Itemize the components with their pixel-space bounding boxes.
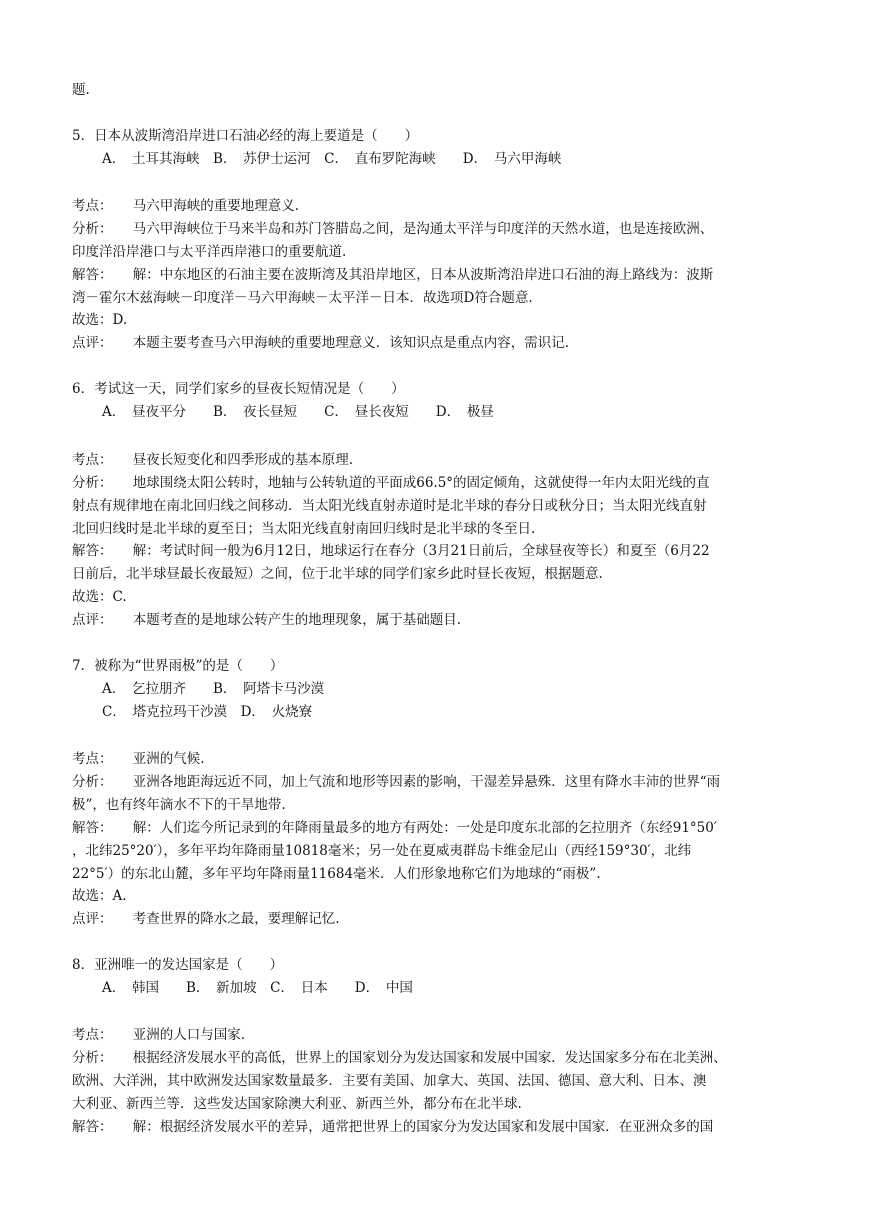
- answer: 解答： 解：中东地区的石油主要在波斯湾及其沿岸地区，日本从波斯湾沿岸进口石油的海上路线为：波斯: [72, 267, 714, 283]
- answer: 日前后，北半球昼最长夜最短）之间，位于北半球的同学们家乡此时昼长夜短，根据题意.: [72, 566, 603, 582]
- question-8: 8．亚洲唯一的发达国家是（ ）: [72, 957, 284, 973]
- analysis: 分析： 根据经济发展水平的高低，世界上的国家划分为发达国家和发展中国家．发达国家多分布在北美洲、: [72, 1050, 727, 1066]
- answer: 解答： 解：考试时间一般为6月12日，地球运行在春分（3月21日前后，全球昼夜等长）和夏至（6月22: [72, 543, 710, 559]
- comment: 点评： 考查世界的降水之最，要理解记忆.: [72, 911, 340, 927]
- question-5: 5．日本从波斯湾沿岸进口石油必经的海上要道是（ ）: [72, 128, 419, 144]
- comment: 点评： 本题主要考查马六甲海峡的重要地理意义．该知识点是重点内容，需识记.: [72, 335, 570, 351]
- choice: 故选：A.: [72, 888, 127, 904]
- choice: 故选：D.: [72, 312, 128, 328]
- analysis: 北回归线时是北半球的夏至日；当太阳光线直射南回归线时是北半球的冬至日.: [72, 521, 536, 537]
- analysis: 分析： 地球围绕太阳公转时，地轴与公转轨道的平面成66.5°的固定倾角，这就使得一年内太阳光线的直: [72, 475, 710, 491]
- choice: 故选：C.: [72, 589, 127, 605]
- answer: 解答： 解：根据经济发展水平的差异，通常把世界上的国家分为发达国家和发展中国家．在亚洲众多的国: [72, 1119, 714, 1135]
- kaodian-label: 考点： 亚洲的气候.: [72, 751, 205, 767]
- question-5-options: A． 土耳其海峡 B． 苏伊士运河 C． 直布罗陀海峡 D． 马六甲海峡: [102, 151, 562, 167]
- analysis: 分析： 马六甲海峡位于马来半岛和苏门答腊岛之间，是沟通太平洋与印度洋的天然水道，也是连接欧洲、: [72, 221, 714, 237]
- question-7: 7．被称为“世界雨极”的是（ ）: [72, 658, 284, 674]
- answer: ，北纬25°20′），多年平均年降雨量10818毫米；另一处在夏威夷群岛卡维金尼山（西经159°30′，北纬: [72, 843, 692, 859]
- analysis: 极”，也有终年滴水不下的干旱地带.: [72, 797, 286, 813]
- analysis: 射点有规律地在南北回归线之间移动．当太阳光线直射赤道时是北半球的春分日或秋分日；当太阳光线直射: [72, 498, 707, 514]
- comment: 点评： 本题考查的是地球公转产生的地理现象，属于基础题目.: [72, 612, 462, 628]
- analysis: 印度洋沿岸港口与太平洋西岸港口的重要航道.: [72, 244, 347, 260]
- question-7-options: C． 塔克拉玛干沙漠 D． 火烧寮: [102, 704, 313, 720]
- analysis: 欧洲、大洋洲，其中欧洲发达国家数量最多．主要有美国、加拿大、英国、法国、德国、意大利、日本、澳: [72, 1073, 707, 1089]
- analysis: 大利亚、新西兰等．这些发达国家除澳大利亚、新西兰外，都分布在北半球.: [72, 1096, 522, 1112]
- kaodian-label: 考点： 马六甲海峡的重要地理意义.: [72, 198, 300, 214]
- question-7-options: A． 乞拉朋齐 B． 阿塔卡马沙漠: [102, 681, 325, 697]
- question-8-options: A． 韩国 B． 新加坡 C． 日本 D． 中国: [102, 980, 413, 996]
- question-6-options: A． 昼夜平分 B． 夜长昼短 C． 昼长夜短 D． 极昼: [102, 404, 494, 420]
- kaodian-label: 考点： 昼夜长短变化和四季形成的基本原理.: [72, 452, 354, 468]
- question-6: 6．考试这一天，同学们家乡的昼夜长短情况是（ ）: [72, 381, 405, 397]
- analysis: 分析： 亚洲各地距海远近不同，加上气流和地形等因素的影响，干湿差异悬殊．这里有降水丰沛的世界“雨: [72, 774, 721, 790]
- kaodian-label: 考点： 亚洲的人口与国家.: [72, 1027, 246, 1043]
- text-line: 题.: [72, 82, 90, 98]
- answer: 解答： 解：人们迄今所记录到的年降雨量最多的地方有两处：一处是印度东北部的乞拉朋齐（东经91°50′: [72, 820, 717, 836]
- answer: 22°5′）的东北山麓，多年平均年降雨量11684毫米．人们形象地称它们为地球的“雨极”.: [72, 866, 601, 882]
- answer: 湾－霍尔木兹海峡－印度洋－马六甲海峡－太平洋－日本．故选项D符合题意.: [72, 290, 533, 306]
